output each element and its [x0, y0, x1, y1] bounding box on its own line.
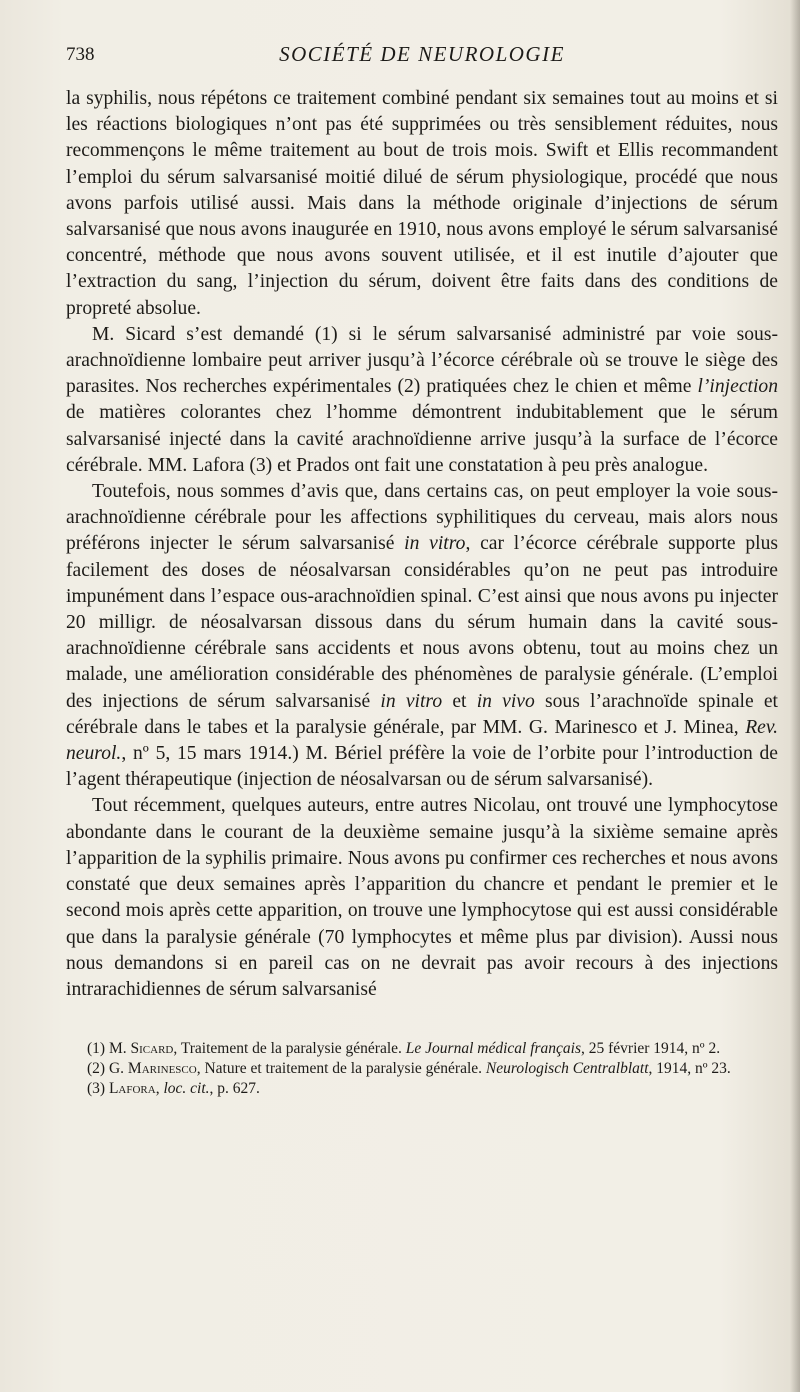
italic-text: in vitro [380, 690, 443, 712]
paragraph-text: , nº 5, 15 mars 1914.) M. Bériel préfère la voie de l’orbite pour l’introduction de l’agent thérapeutique (injection de néosalvarsan ou de sérum salvarsanisé). [66, 743, 778, 791]
paragraph [66, 793, 778, 1003]
footnote [66, 1079, 778, 1099]
footnote [66, 1059, 778, 1079]
paragraph-text: sous l’arachnoïde spinale et cérébrale dans le tabes et la paralysie générale, par MM. G. Marinesco et J. Minea, [66, 690, 779, 738]
footnote-author-initial: G. [108, 1060, 128, 1078]
page-edge-shadow [790, 0, 800, 1392]
paragraph-text: de matières colorantes chez l’homme démontrent indubitablement que le sérum salvarsanisé injecté dans la cavité arachnoïdienne arrive jusqu’à la surface de l’écorce cérébrale. MM. Lafora (3) et Prados ont fait une constatation à peu près analogue. [66, 402, 778, 476]
footnote-number: (2) [87, 1060, 106, 1078]
italic-text: l’injection [697, 376, 778, 398]
footnote-text: , Traitement de la paralysie générale. [173, 1040, 406, 1058]
footnote-journal: loc. cit. [163, 1080, 210, 1098]
footnote-number: (1) [87, 1040, 106, 1058]
paragraph-text: , car l’écorce cérébrale supporte plus facilement des doses de néosalvarsan considérables qu’on ne peut pas introduire impunément dans l’espace ous-arachnoïdien spinal. C’est ainsi que nous avons pu injecter 20 milligr. de néosalvarsan dissous dans du sérum humain dans la cavité sous-arachnoïdienne cérébrale sans accidents et nous avons obtenu, tout au moins chez un malade, une amélioration considérable des phénomènes de paralysie générale. (L’emploi des injections de sérum salvarsanisé [66, 533, 779, 712]
footnote-author-initial: M. [108, 1040, 131, 1058]
paragraph [66, 86, 778, 322]
paragraph-text: et [442, 690, 477, 712]
footnote-journal: Neurologisch Centralblatt [485, 1060, 649, 1078]
paragraph [66, 479, 778, 793]
footnotes [66, 1039, 778, 1099]
footnote-author: Lafora [108, 1080, 156, 1098]
body-text [66, 86, 778, 1003]
footnote-journal: Le Journal médical français [405, 1040, 581, 1058]
italic-text: in vivo [476, 690, 535, 712]
footnote [66, 1039, 778, 1059]
paragraph-text: Toutefois, nous sommes d’avis que, dans certains cas, on peut employer la voie sous-arachnoïdienne cérébrale pour les affections syphilitiques du cerveau, mais alors nous préférons injecter le sérum salvarsanisé [66, 481, 778, 555]
paragraph-text: M. Sicard s’est demandé (1) si le sérum salvarsanisé administré par voie sous-arachnoïdienne lombaire peut arriver jusqu’à l’écorce cérébrale où se trouve le siège des parasites. Nos recherches expérimentales (2) pratiquées chez le chien et même [66, 323, 778, 398]
footnote-text: , [155, 1080, 164, 1098]
paragraph-text: Tout récemment, quelques auteurs, entre autres Nicolau, ont trouvé une lymphocytose abondante dans le courant de la deuxième semaine jusqu’à la sixième semaine après l’apparition de la syphilis primaire. Nous avons pu confirmer ces recherches et nous avons constaté que deux semaines après l’apparition du chancre et pendant le premier et le second mois après cette apparition, on trouve une lymphocytose qui est aussi considérable que dans la paralysie générale (70 lymphocytes et même plus par division). Aussi nous nous demandons si en pareil cas on ne devrait pas avoir recours à des injections intrarachidiennes de sérum salvarsanisé [66, 795, 778, 1000]
footnote-author: Sicard [130, 1040, 174, 1058]
footnote-tail: , 1914, nº 23. [648, 1060, 731, 1078]
footnote-author: Marinesco [127, 1060, 197, 1078]
italic-text: in vitro [404, 533, 466, 555]
italic-text: Rev. neurol. [66, 716, 778, 765]
footnote-tail: , p. 627. [209, 1080, 260, 1098]
journal-title: SOCIÉTÉ DE NEUROLOGIE [279, 42, 565, 66]
footnote-text: , Nature et traitement de la paralysie générale. [196, 1060, 486, 1078]
running-head [66, 42, 778, 72]
paragraph [66, 322, 778, 479]
footnote-number: (3) [87, 1080, 106, 1098]
page-number: 738 [66, 44, 95, 65]
paragraph-text: la syphilis, nous répétons ce traitement combiné pendant six semaines tout au moins et si les réactions biologiques n’ont pas été supprimées ou très sensiblement réduites, nous recommençons le même traitement au bout de trois mois. Swift et Ellis recommandent l’emploi du sérum salvarsanisé moitié dilué de sérum physiologique, procédé que nous avons parfois utilisé aussi. Mais dans la méthode originale d’injections de sérum salvarsanisé que nous avons inaugurée en 1910, nous avons employé le sérum salvarsanisé concentré, méthode que nous avons souvent utilisée, et il est inutile d’ajouter que l’extraction du sang, l’injection du sérum, doivent être faits dans des conditions de propreté absolue. [66, 88, 778, 319]
footnote-tail: , 25 février 1914, nº 2. [581, 1040, 721, 1058]
